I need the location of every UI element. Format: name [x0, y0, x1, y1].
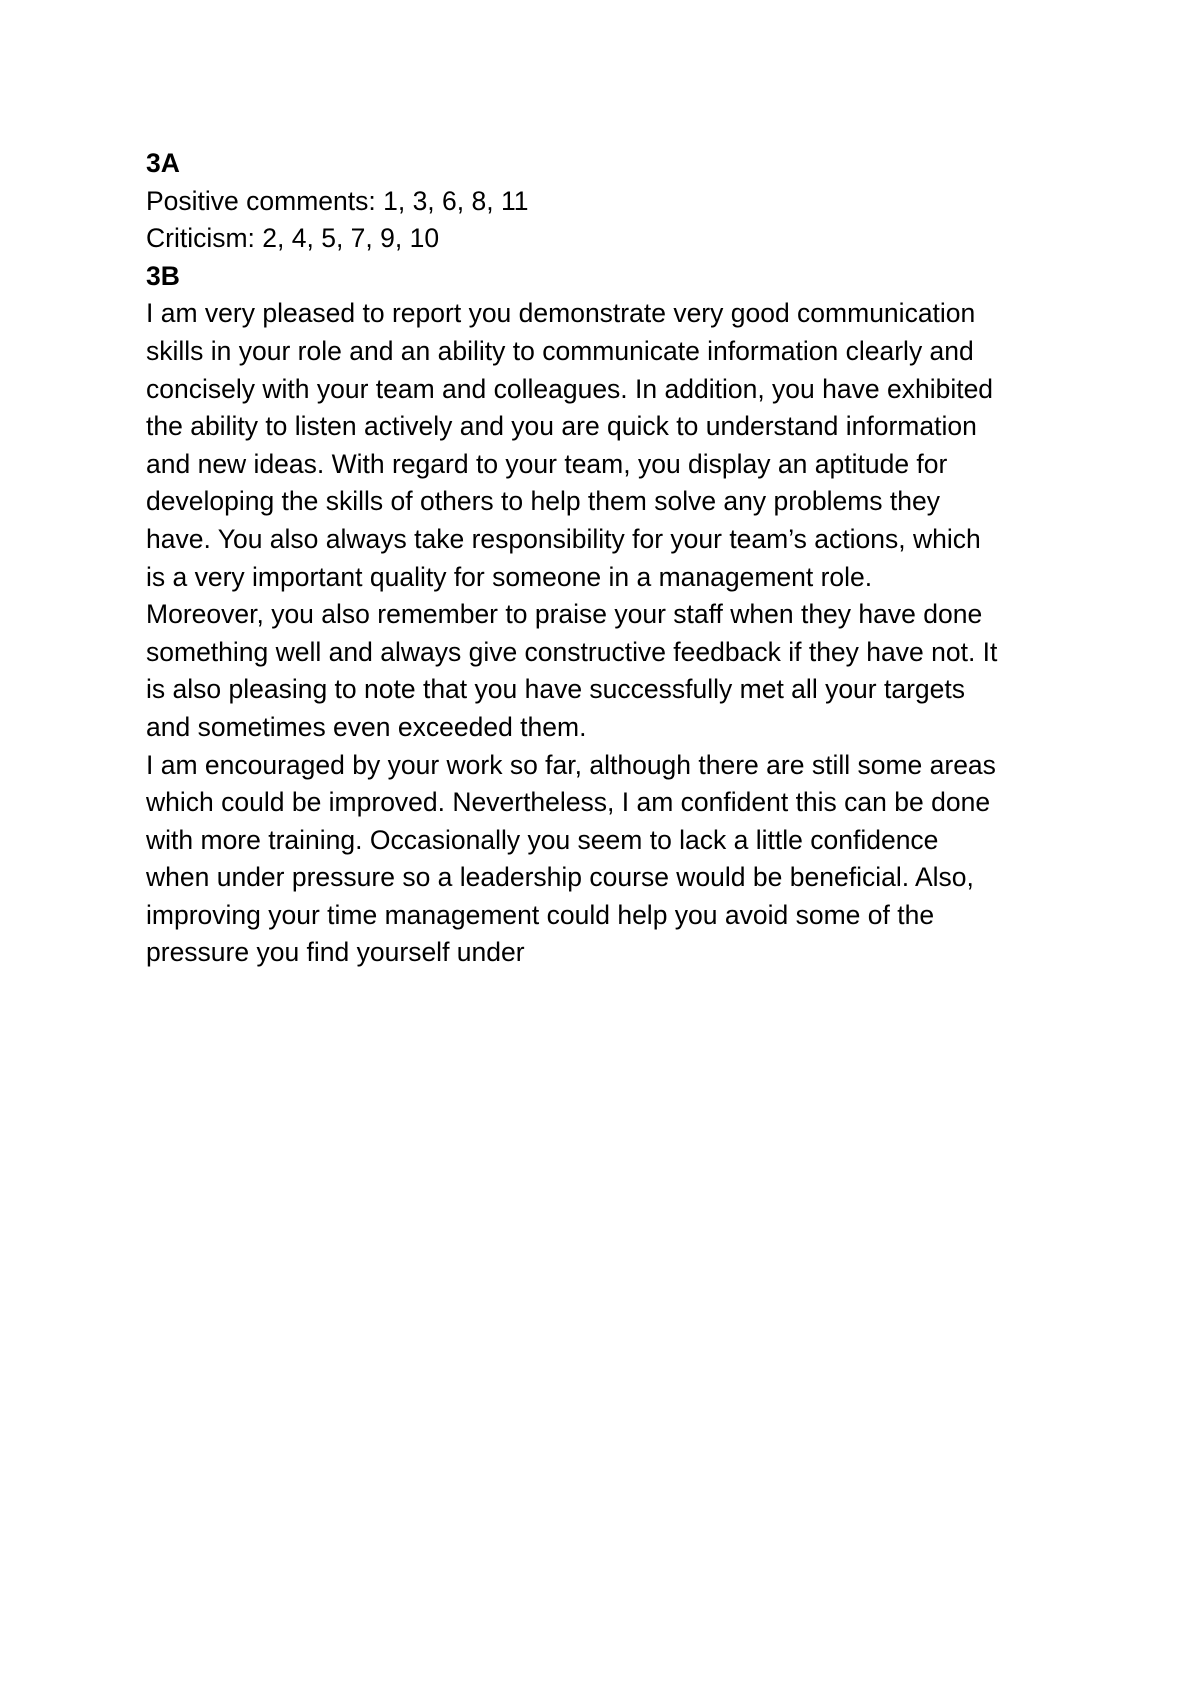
paragraph-2-line: which could be improved. Nevertheless, I am confident this can be done: [146, 787, 991, 818]
positive-comments-line: Positive comments: 1, 3, 6, 8, 11: [146, 185, 529, 216]
paragraph-1-line: developing the skills of others to help them solve any problems they: [146, 486, 940, 517]
section-3a-heading: 3A: [146, 148, 180, 178]
paragraph-1-line: I am very pleased to report you demonstrate very good communication: [146, 298, 976, 329]
section-3b-heading: 3B: [146, 260, 180, 291]
paragraph-2-line: when under pressure so a leadership course would be beneficial. Also,: [146, 862, 974, 893]
criticism-line: Criticism: 2, 4, 5, 7, 9, 10: [146, 223, 440, 254]
paragraph-1-line: have. You also always take responsibility for your team’s actions, which: [146, 523, 981, 554]
paragraph-1-line: concisely with your team and colleagues. In addition, you have exhibited: [146, 373, 994, 404]
paragraph-1-line: Moreover, you also remember to praise your staff when they have done: [146, 599, 983, 630]
paragraph-1-line: skills in your role and an ability to communicate information clearly and: [146, 335, 974, 366]
document-content: [146, 145, 1086, 972]
paragraph-1: [146, 295, 1086, 746]
paragraph-1-line: and new ideas. With regard to your team, you display an aptitude for: [146, 448, 948, 479]
paragraph-1-line: is a very important quality for someone in a management role.: [146, 561, 873, 592]
paragraph-2-line: improving your time management could help you avoid some of the: [146, 899, 935, 930]
paragraph-2-line: with more training. Occasionally you seem to lack a little confidence: [146, 824, 939, 855]
paragraph-1-line: and sometimes even exceeded them.: [146, 711, 587, 742]
paragraph-2-line: pressure you find yourself under: [146, 937, 525, 968]
paragraph-1-line: is also pleasing to note that you have successfully met all your targets: [146, 674, 965, 705]
paragraph-2: [146, 747, 1086, 973]
paragraph-1-line: the ability to listen actively and you are quick to understand information: [146, 411, 977, 442]
paragraph-2-line: I am encouraged by your work so far, although there are still some areas: [146, 749, 996, 780]
paragraph-1-line: something well and always give constructive feedback if they have not. It: [146, 636, 998, 667]
